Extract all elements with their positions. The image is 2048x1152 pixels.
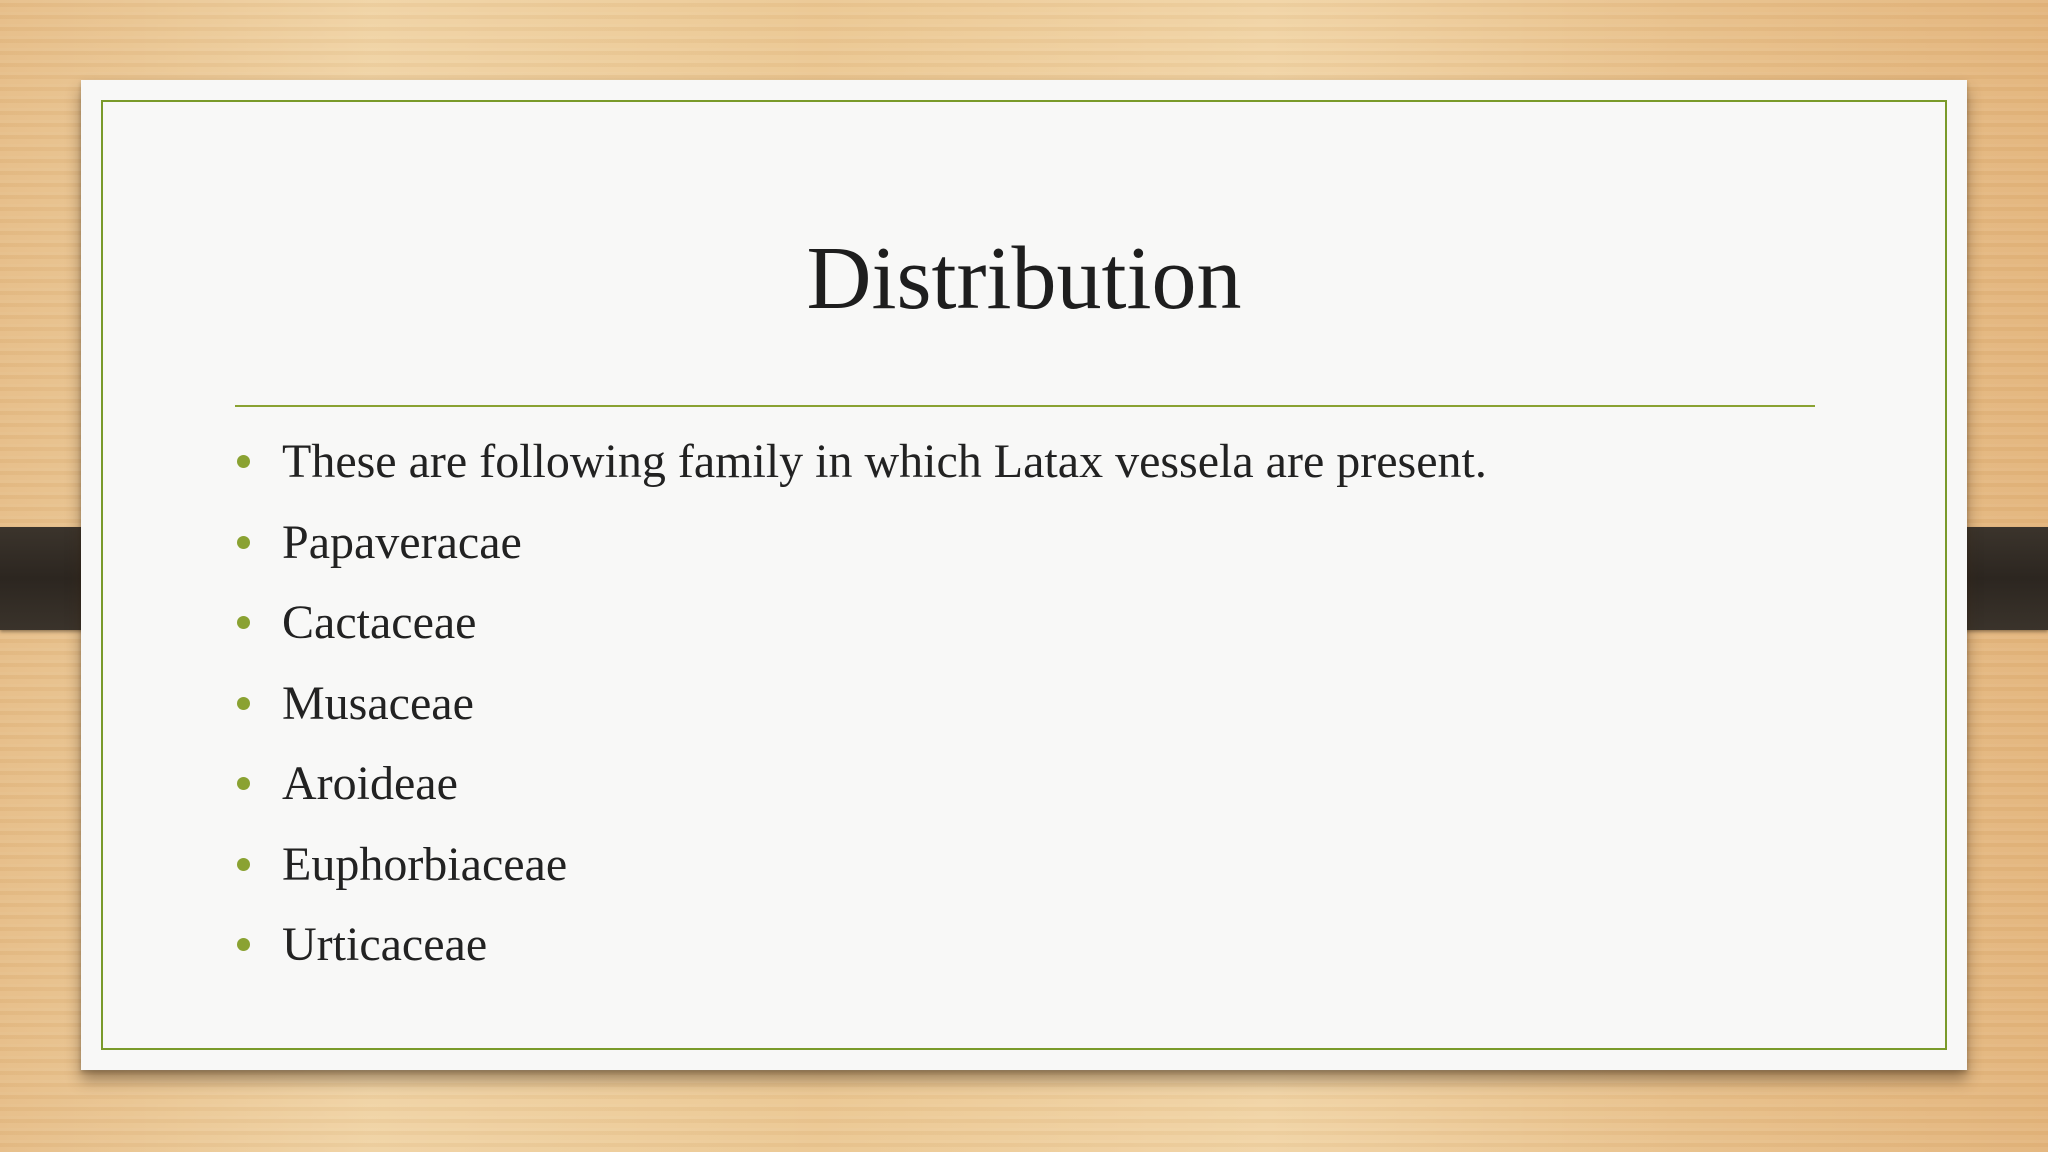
bullet-item (235, 513, 1487, 594)
bullet-item (235, 835, 1487, 916)
bullet-icon (237, 777, 250, 790)
bullet-text: Urticaceae (282, 918, 488, 971)
bullet-icon (237, 938, 250, 951)
bullet-item (235, 674, 1487, 755)
slide-card (81, 80, 1967, 1070)
bullet-item (235, 915, 1487, 996)
bullet-icon (237, 858, 250, 871)
bullet-icon (237, 536, 250, 549)
bullet-text: Musaceae (282, 676, 474, 730)
bullet-text: These are following family in which Latax vessela are present. (282, 435, 1487, 488)
bullet-icon (237, 455, 250, 468)
bullet-icon (237, 616, 250, 629)
bullet-text: Euphorbiaceae (282, 837, 568, 891)
bullet-text: Cactaceae (282, 596, 477, 649)
bullet-icon (237, 697, 250, 710)
slide-title: Distribution (806, 229, 1242, 328)
bullet-text: Papaveracae (282, 515, 522, 569)
title-divider (235, 405, 1815, 407)
bullet-list (235, 432, 1487, 996)
bullet-item (235, 754, 1487, 835)
bullet-item (235, 593, 1487, 674)
bullet-text: Aroideae (282, 757, 458, 810)
bullet-item (235, 432, 1487, 513)
